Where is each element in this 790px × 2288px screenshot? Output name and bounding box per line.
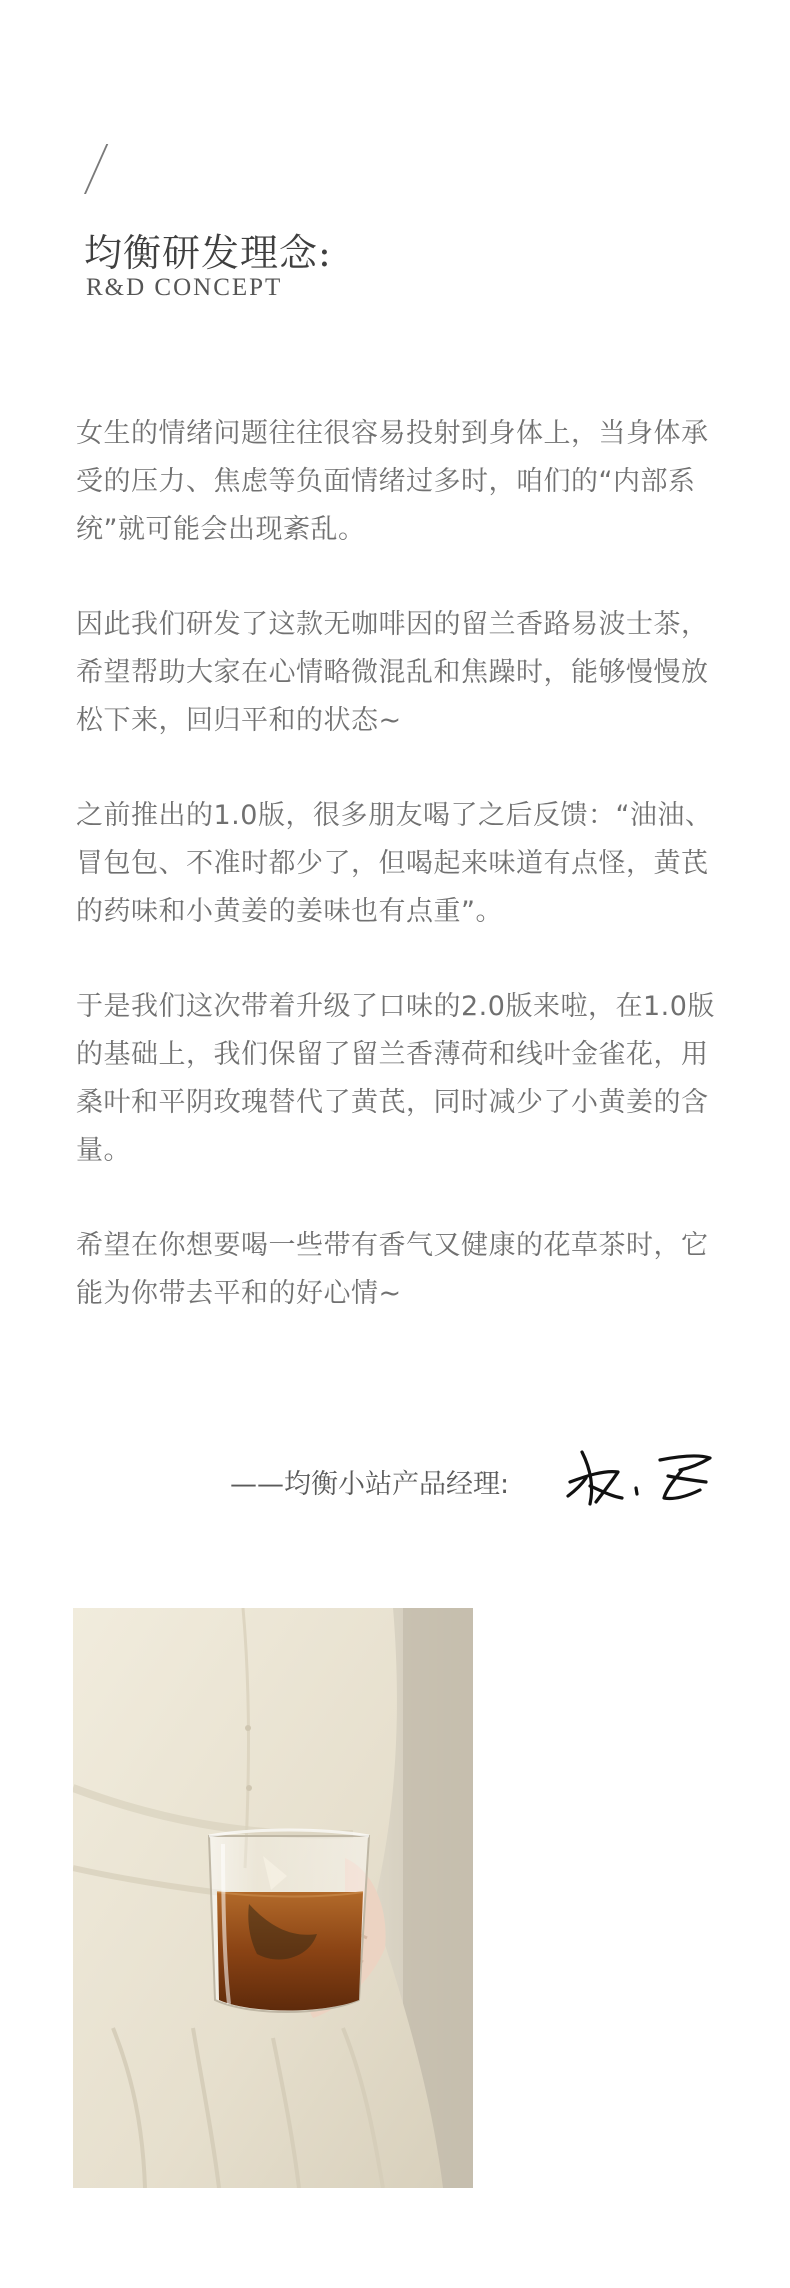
paragraph-2: 因此我们研发了这款无咖啡因的留兰香路易波士茶，希望帮助大家在心情略微混乱和焦躁时，能够慢慢放松下来，回归平和的状态~ <box>76 609 709 736</box>
body-text <box>76 410 716 1365</box>
paragraph-1: 女生的情绪问题往往很容易投射到身体上，当身体承受的压力、焦虑等负面情绪过多时，咱们的“内部系统”就可能会出现紊乱。 <box>76 418 709 545</box>
woman-holding-tea-image <box>73 1608 473 2188</box>
product-photo <box>73 1608 473 2188</box>
decorative-slash <box>84 144 108 194</box>
paragraph-5: 希望在你想要喝一些带有香气又健康的花草茶时，它能为你带去平和的好心情~ <box>76 1230 709 1309</box>
signature-line <box>230 1428 710 1518</box>
signature-label: ——均衡小站产品经理: <box>230 1469 510 1500</box>
handwritten-signature <box>560 1428 720 1518</box>
section-title: 均衡研发理念: <box>84 231 332 275</box>
paragraph-4: 于是我们这次带着升级了口味的2.0版来啦，在1.0版的基础上，我们保留了留兰香薄荷和线叶金雀花，用桑叶和平阴玫瑰替代了黄芪，同时减少了小黄姜的含量。 <box>76 991 715 1166</box>
section-subtitle: R&D CONCEPT <box>86 274 283 301</box>
paragraph-3: 之前推出的1.0版，很多朋友喝了之后反馈：“油油、冒包包、不准时都少了，但喝起来味道有点怪，黄芪的药味和小黄姜的姜味也有点重”。 <box>76 800 713 927</box>
